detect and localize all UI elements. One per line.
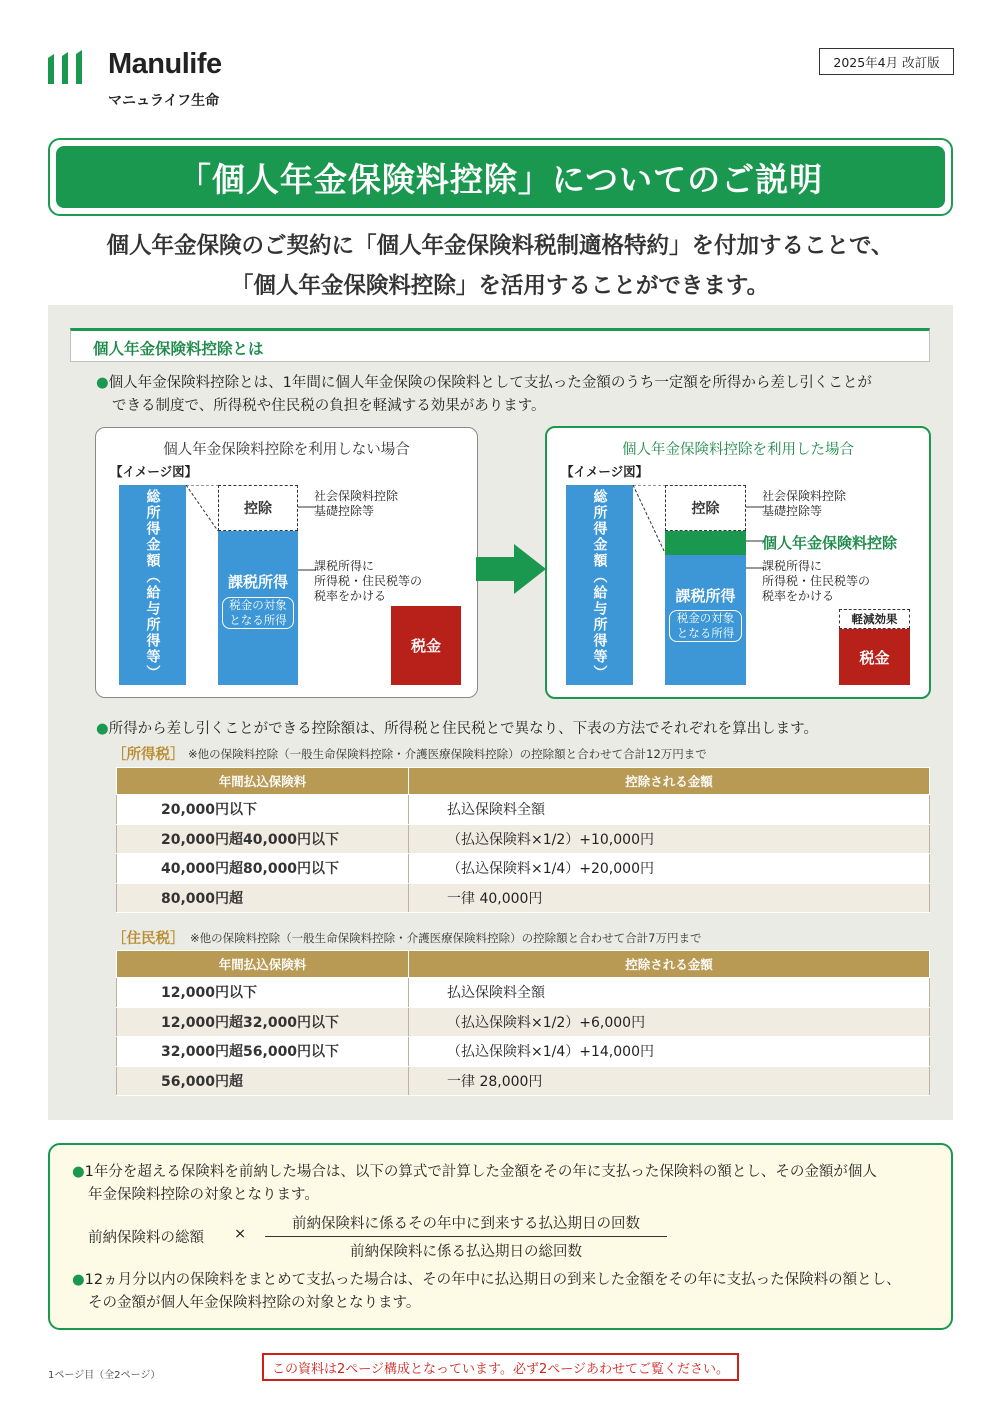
taxable-sub xyxy=(222,597,294,629)
bullet-calculation xyxy=(96,718,946,741)
table-row xyxy=(117,824,930,854)
deduction-note-line-1: 社会保険料控除 xyxy=(314,489,399,503)
reduction-effect-label: 軽減効果 xyxy=(839,609,910,629)
bullet-prepay-1-line-2: 年金保険料控除の対象となります。 xyxy=(88,1187,319,1203)
table-header-row xyxy=(117,768,930,795)
bullet-prepay-2-line-1: 12ヵ月分以内の保険料をまとめて支払った場合は、その年中に払込期日の到来した金額をその年に支払った保険料の額とし、 xyxy=(84,1272,901,1288)
taxable-note-line-2: 所得税・住民税等の xyxy=(314,574,423,588)
lead-text xyxy=(0,226,1000,306)
image-label-right: 【イメージ図】 xyxy=(561,464,649,479)
deduction-cell: （払込保険料×1/4）+14,000円 xyxy=(409,1037,930,1067)
pension-deduction-bar xyxy=(665,531,746,555)
premium-cell: 20,000円超40,000円以下 xyxy=(117,824,409,854)
deduction-cell: （払込保険料×1/2）+10,000円 xyxy=(409,824,930,854)
diagram-without-deduction xyxy=(95,427,478,698)
premium-cell: 56,000円超 xyxy=(117,1066,409,1096)
taxable-sub-line-2: となる所得 xyxy=(229,613,287,627)
deduction-cell: 一律 40,000円 xyxy=(409,883,930,913)
deduction-note-right-line-1: 社会保険料控除 xyxy=(762,489,847,503)
taxable-note-right-line-2: 所得税・住民税等の xyxy=(762,574,871,588)
taxable-income-bar xyxy=(218,531,298,685)
manulife-logo xyxy=(46,46,286,110)
diagram-left-title: 個人年金保険料控除を利用しない場合 xyxy=(163,442,410,458)
deduction-cell: （払込保険料×1/4）+20,000円 xyxy=(409,854,930,884)
taxable-note xyxy=(314,559,422,604)
bullet-prepay-2-line-2: その金額が個人年金保険料控除の対象となります。 xyxy=(88,1295,421,1311)
deduction-note-right xyxy=(762,489,846,519)
diagram-right-title: 個人年金保険料控除を利用した場合 xyxy=(622,442,854,458)
lead-line-1: 個人年金保険のご契約に「個人年金保険料税制適格特約」を付加することで、 xyxy=(106,233,894,259)
col-header-deduction: 控除される金額 xyxy=(409,768,930,795)
table-header-row xyxy=(117,951,930,978)
resident-tax-label: ［住民税］ xyxy=(112,931,185,947)
deduction-note xyxy=(314,489,398,519)
bullet-prepay-1-line-1: 1年分を超える保険料を前納した場合は、以下の算式で計算した金額をその年に支払った保険料の額とし、その金額が個人 xyxy=(84,1164,877,1180)
premium-cell: 32,000円超56,000円以下 xyxy=(117,1037,409,1067)
formula-times: × xyxy=(234,1226,247,1242)
taxable-income-bar-right xyxy=(665,555,746,685)
total-income-bar-right: 総所得金額（給与所得等） xyxy=(566,485,633,685)
premium-cell: 12,000円超32,000円以下 xyxy=(117,1007,409,1037)
bullet-icon-4: ● xyxy=(72,1272,85,1288)
two-page-warning: この資料は2ページ構成となっています。必ず2ページあわせてご覧ください。 xyxy=(262,1353,739,1381)
table-row xyxy=(117,795,930,825)
taxable-label-right: 課税所得 xyxy=(675,587,736,605)
diagram-with-deduction xyxy=(545,426,931,699)
deduction-note-right-line-2: 基礎控除等 xyxy=(762,504,823,518)
connector-dashed-right xyxy=(633,485,665,555)
bullet-definition-line-1: 個人年金保険料控除とは、1年間に個人年金保険の保険料として支払った金額のうち一定額を所得から差し引くことが xyxy=(108,375,872,391)
section-heading xyxy=(70,328,930,362)
col-header-premium: 年間払込保険料 xyxy=(117,768,409,795)
taxable-sub-right xyxy=(669,610,742,642)
taxable-sub-right-line-2: となる所得 xyxy=(676,626,735,640)
title-banner xyxy=(48,138,953,216)
formula-denominator: 前納保険料に係る払込期日の総回数 xyxy=(350,1244,582,1260)
right-arrow-icon xyxy=(476,544,546,594)
taxable-note-right-line-1: 課税所得に xyxy=(762,559,823,573)
formula-left: 前納保険料の総額 xyxy=(88,1230,204,1246)
page-title: 「個人年金保険料控除」についてのご説明 xyxy=(56,146,945,208)
page-number: 1ページ目（全2ページ） xyxy=(48,1370,161,1381)
tax-box-right: 税金 xyxy=(839,629,910,685)
premium-cell: 12,000円以下 xyxy=(117,978,409,1008)
deduction-cell: 一律 28,000円 xyxy=(409,1066,930,1096)
table-row xyxy=(117,854,930,884)
bullet-definition xyxy=(96,372,946,418)
manulife-logo-icon xyxy=(46,50,86,86)
tax-box: 税金 xyxy=(391,606,461,685)
table-row xyxy=(117,1007,930,1037)
taxable-note-right-line-3: 税率をかける xyxy=(762,589,835,603)
brand-name: Manulife xyxy=(108,48,222,80)
fraction-line xyxy=(265,1236,667,1237)
bullet-prepay-1 xyxy=(72,1161,942,1207)
taxable-note-line-1: 課税所得に xyxy=(314,559,375,573)
brand-subname: マニュライフ生命 xyxy=(108,93,220,109)
premium-cell: 20,000円以下 xyxy=(117,795,409,825)
deduction-cell: 払込保険料全額 xyxy=(409,978,930,1008)
formula-numerator: 前納保険料に係るその年中に到来する払込期日の回数 xyxy=(292,1216,640,1232)
resident-tax-note: ※他の保険料控除（一般生命保険料控除・介護医療保険料控除）の控除額と合わせて合計7万円まで xyxy=(190,931,702,945)
table-row xyxy=(117,883,930,913)
income-tax-note: ※他の保険料控除（一般生命保険料控除・介護医療保険料控除）の控除額と合わせて合計12万円まで xyxy=(188,747,707,761)
taxable-note-line-3: 税率をかける xyxy=(314,589,387,603)
image-label: 【イメージ図】 xyxy=(110,464,198,479)
taxable-note-right xyxy=(762,559,870,604)
premium-cell: 80,000円超 xyxy=(117,883,409,913)
bullet-prepay-2 xyxy=(72,1269,947,1315)
section-heading-text: 個人年金保険料控除とは xyxy=(93,340,264,358)
col-header-premium: 年間払込保険料 xyxy=(117,951,409,978)
bullet-definition-line-2: できる制度で、所得税や住民税の負担を軽減する効果があります。 xyxy=(112,398,546,414)
total-income-bar: 総所得金額（給与所得等） xyxy=(119,485,186,685)
table-row xyxy=(117,1066,930,1096)
bullet-icon: ● xyxy=(96,375,109,391)
taxable-sub-right-line-1: 税金の対象 xyxy=(676,611,735,625)
bullet-icon-3: ● xyxy=(72,1164,85,1180)
deduction-box: 控除 xyxy=(218,485,298,531)
deduction-note-line-2: 基礎控除等 xyxy=(314,504,375,518)
taxable-sub-line-1: 税金の対象 xyxy=(229,598,287,612)
premium-cell: 40,000円超80,000円以下 xyxy=(117,854,409,884)
col-header-deduction: 控除される金額 xyxy=(409,951,930,978)
pension-deduction-label: 個人年金保険料控除 xyxy=(762,534,898,552)
deduction-box-right: 控除 xyxy=(665,485,746,531)
table-row xyxy=(117,978,930,1008)
income-tax-table xyxy=(116,767,930,913)
taxable-label: 課税所得 xyxy=(227,573,288,591)
table-row xyxy=(117,1037,930,1067)
bullet-icon-2: ● xyxy=(96,721,109,737)
deduction-cell: 払込保険料全額 xyxy=(409,795,930,825)
lead-line-2: 「個人年金保険料控除」を活用することができます。 xyxy=(230,273,770,299)
edition-badge: 2025年4月 改訂版 xyxy=(819,48,954,75)
resident-tax-table xyxy=(116,950,930,1096)
bullet-calculation-text: 所得から差し引くことができる控除額は、所得税と住民税とで異なり、下表の方法でそれぞれを算出します。 xyxy=(108,721,818,737)
income-tax-label: ［所得税］ xyxy=(112,747,185,763)
connector-dashed xyxy=(186,485,218,532)
deduction-cell: （払込保険料×1/2）+6,000円 xyxy=(409,1007,930,1037)
